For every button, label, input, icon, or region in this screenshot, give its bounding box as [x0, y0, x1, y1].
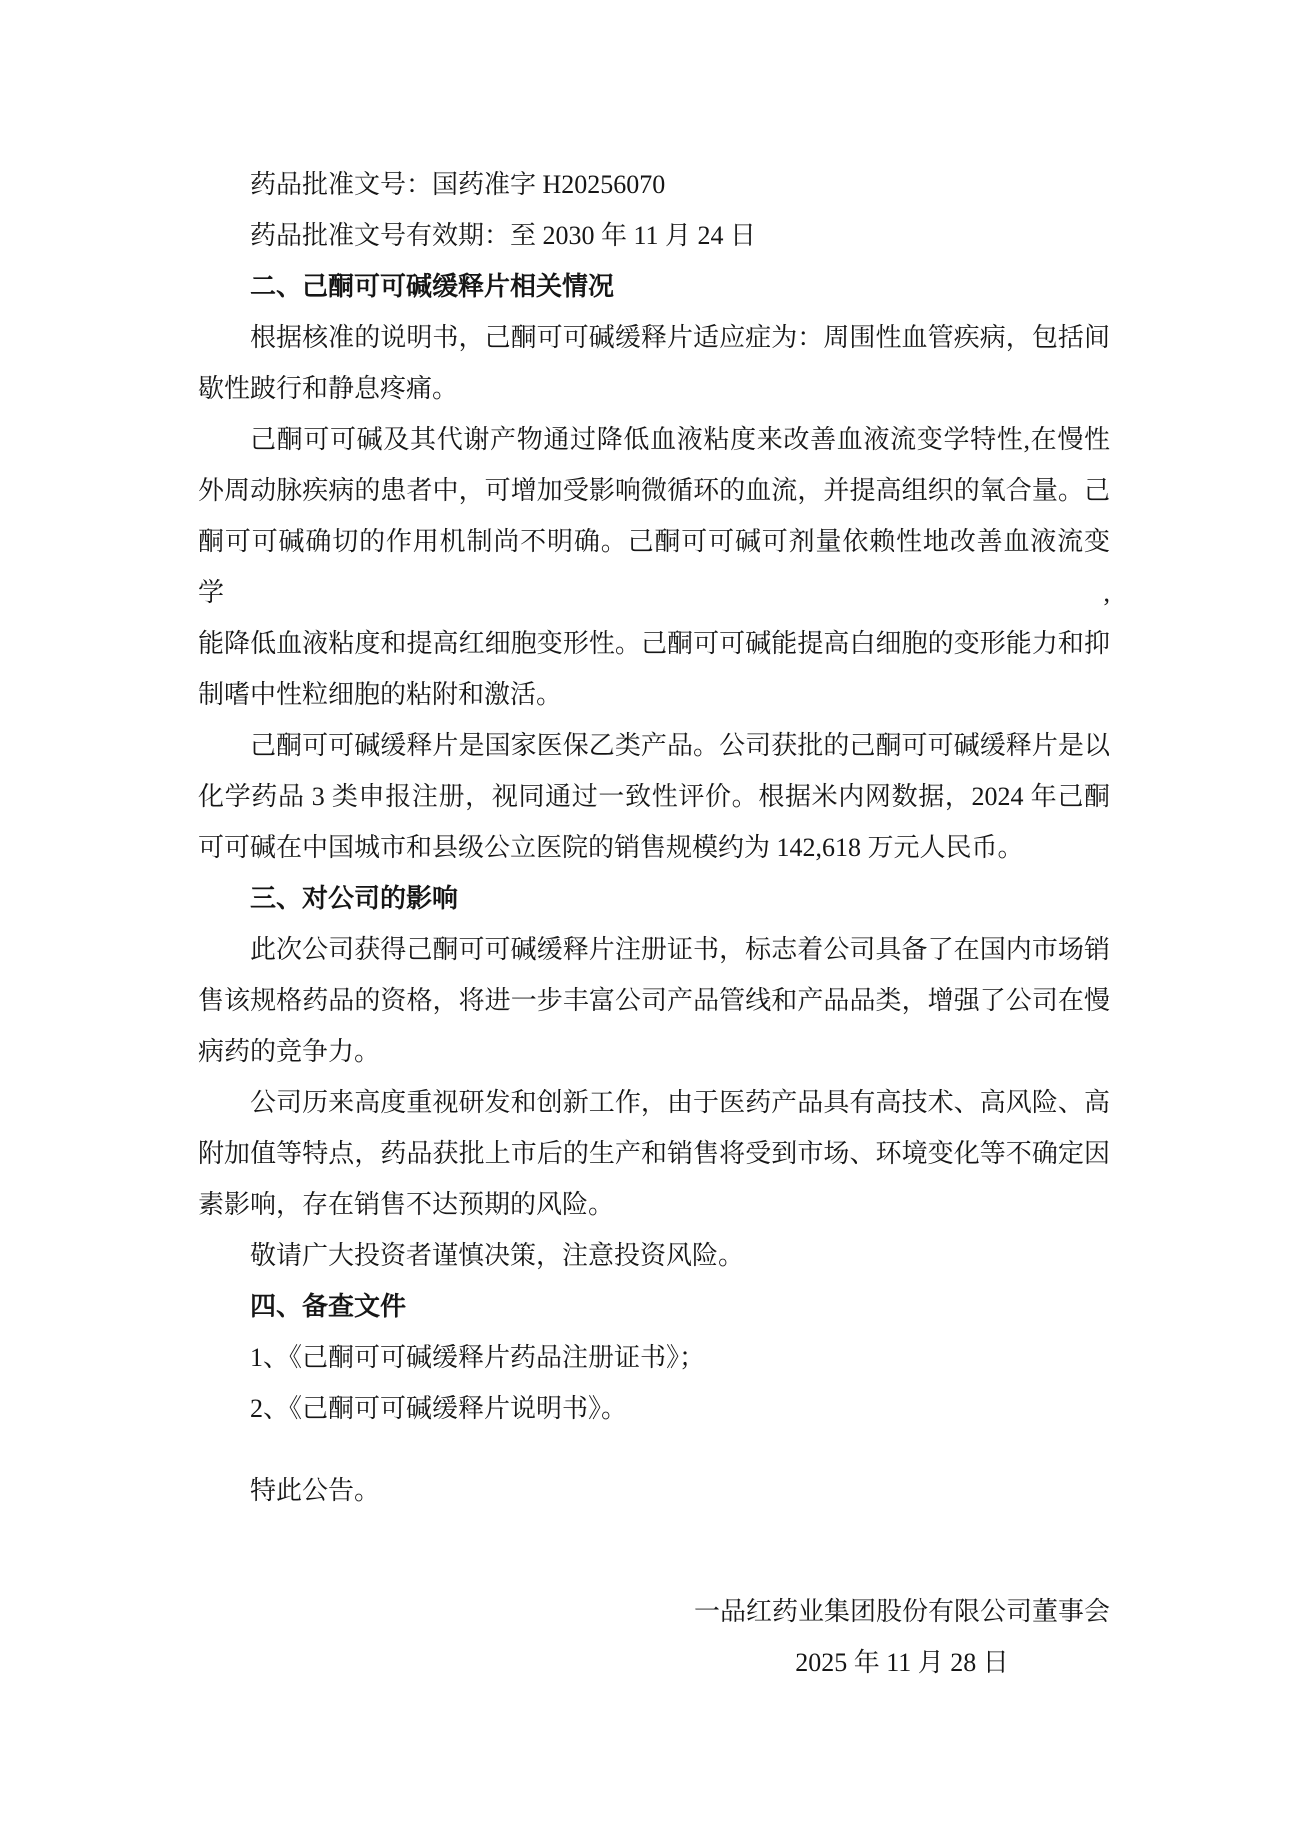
- investor-notice-line: 敬请广大投资者谨慎决策，注意投资风险。: [250, 1241, 745, 1270]
- date-line: 2025 年 11 月 28 日: [795, 1648, 1009, 1677]
- body-line: 外周动脉疾病的患者中，可增加受影响微循环的血流，并提高组织的氧合量。己: [198, 476, 1110, 505]
- body-line: 根据核准的说明书，己酮可可碱缓释片适应症为：周围性血管疾病，包括间: [250, 323, 1110, 352]
- body-line: 售该规格药品的资格，将进一步丰富公司产品管线和产品品类，增强了公司在慢: [198, 986, 1110, 1015]
- body-line: 素影响，存在销售不达预期的风险。: [198, 1190, 615, 1219]
- reference-item-2: 2、《己酮可可碱缓释片说明书》。: [250, 1394, 628, 1423]
- body-line: 己酮可可碱缓释片是国家医保乙类产品。公司获批的己酮可可碱缓释片是以: [250, 731, 1110, 760]
- body-line: 化学药品 3 类申报注册，视同通过一致性评价。根据米内网数据，2024 年己酮: [198, 782, 1110, 811]
- body-line: 酮可可碱确切的作用机制尚不明确。己酮可可碱可剂量依赖性地改善血液流变学,: [198, 527, 1110, 607]
- signature-line: 一品红药业集团股份有限公司董事会: [693, 1597, 1110, 1626]
- body-line: 此次公司获得己酮可可碱缓释片注册证书，标志着公司具备了在国内市场销: [250, 935, 1110, 964]
- document-body: [198, 159, 1110, 1688]
- approval-validity-line: 药品批准文号有效期：至 2030 年 11 月 24 日: [250, 221, 757, 250]
- body-line: 制嗜中性粒细胞的粘附和激活。: [198, 680, 563, 709]
- signature-block: [694, 1586, 1110, 1688]
- body-line: 附加值等特点，药品获批上市后的生产和销售将受到市场、环境变化等不确定因: [198, 1139, 1110, 1168]
- section-4-heading: 四、备查文件: [250, 1291, 407, 1321]
- body-line: 能降低血液粘度和提高红细胞变形性。己酮可可碱能提高白细胞的变形能力和抑: [198, 629, 1110, 658]
- body-line: 公司历来高度重视研发和创新工作，由于医药产品具有高技术、高风险、高: [250, 1088, 1110, 1117]
- closing-line: 特此公告。: [250, 1476, 381, 1505]
- section-3-heading: 三、对公司的影响: [250, 883, 459, 913]
- body-line: 可可碱在中国城市和县级公立医院的销售规模约为 142,618 万元人民币。: [198, 833, 1024, 862]
- section-2-heading: 二、己酮可可碱缓释片相关情况: [250, 271, 615, 301]
- body-line: 病药的竞争力。: [198, 1037, 381, 1066]
- body-line: 己酮可可碱及其代谢产物通过降低血液粘度来改善血液流变学特性,在慢性: [250, 425, 1110, 454]
- reference-item-1: 1、《己酮可可碱缓释片药品注册证书》；: [250, 1343, 706, 1372]
- approval-number-line: 药品批准文号：国药准字 H20256070: [250, 170, 666, 199]
- body-line: 歇性跛行和静息疼痛。: [198, 374, 459, 403]
